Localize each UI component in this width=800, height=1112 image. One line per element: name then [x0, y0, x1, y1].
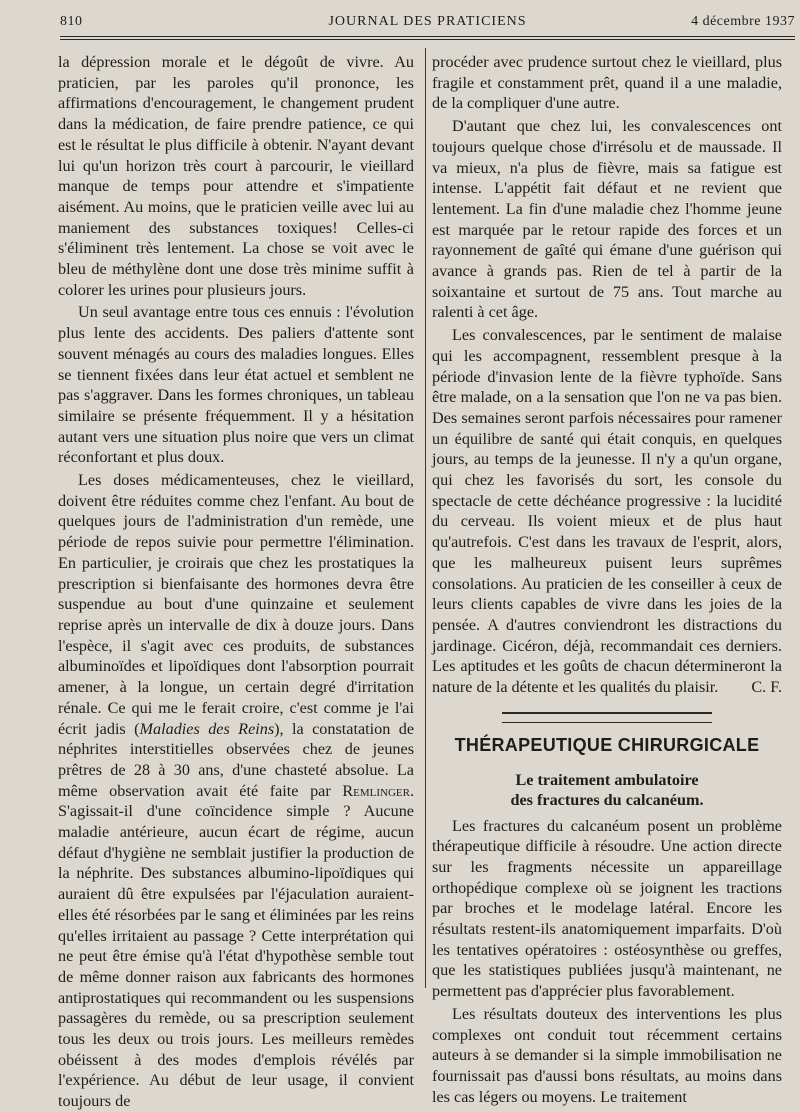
author-name: Remlinger [342, 781, 410, 800]
issue-date: 4 décembre 1937 [691, 14, 795, 29]
article-title: Le traitement ambulatoire des fractures du calcanéum. [510, 770, 704, 809]
left-column [58, 52, 414, 1112]
header-rule-secondary [60, 39, 795, 40]
paragraph: Les résultats douteux des interventions les plus complexes ont conduit tout récemment certains auteurs à se demander si la simple immobilisation ne fournissait pas d'aussi bons résultats, au moins dans les cas légers ou moyens. Le traitement [432, 1004, 782, 1106]
journal-title: JOURNAL DES PRATICIENS [328, 14, 527, 29]
paragraph: Les convalescences, par le sentiment de malaise qui les accompagnent, ressemblent presque à la période d'invasion lente de la fièvre typhoïde. Sans être malade, on a la sensation que l'on ne va pas bien. Des semaines seront parfois nécessaires pour ramener un équilibre de santé qui était conquis, en quelques jours, au temps de la jeunesse. Il n'y a qu'un organe, qui chez les favorisés du sort, les console du spectacle de cette déchéance progressive : la lucidité du cerveau. Ils voient mieux et de plus haut qu'autrefois. C'est dans les travaux de l'esprit, alors, que les malheureux puisent leurs suprêmes consolations. Au praticien de les conseiller à ceux de leurs clients capables de vivre dans les joies de la pensée. A d'autres conviendront les distractions du jardinage. Cicéron, déjà, recommandait ces derniers. Les aptitudes et les goûts de chacun détermineront la nature de la détente et les qualités du plaisir. C. F. [432, 326, 782, 697]
author-signature: C. F. [751, 678, 782, 697]
section-title: THÉRAPEUTIQUE CHIRURGICALE [454, 734, 760, 755]
paragraph: la dépression morale et le dégoût de vivre. Au praticien, par les paroles qu'il prononce, les affirmations d'encouragement, le changement prudent dans la médication, de faire prendre patience, ce qui est le résultat le plus difficile à obtenir. N'ayant devant lui qu'un horizon très court à parcourir, le vieillard manque de temps pour attendre et s'impatiente aisément. Au moins, que le praticien veille avec lui au maniement des substances toxiques! Celles-ci s'éliminent très lentement. La chose se voit avec le bleu de méthylène dont une dose très minime suffit à colorer les urines pour plusieurs jours. [58, 53, 414, 299]
page-number: 810 [60, 14, 83, 29]
page-header [60, 14, 795, 34]
right-column [432, 52, 782, 1107]
paragraph: procéder avec prudence surtout chez le vieillard, plus fragile et constamment prêt, quand il a une maladie, de la compliquer d'une autre. [432, 53, 782, 113]
paragraph: Un seul avantage entre tous ces ennuis : l'évolution plus lente des accidents. Des paliers d'attente sont souvent ménagés au cours des maladies longues. Elles se tiennent fixées dans leur état actuel et semblent ne pas s'aggraver. Dans les formes chroniques, un tableau similaire se présente fréquemment. Il y a hésitation autant vers une situation plus noire que vers un climat réconfortant et plus doux. [58, 303, 414, 467]
paragraph: Les fractures du calcanéum posent un problème thérapeutique difficile à résoudre. Une action directe sur les fragments nécessite un appareillage orthopédique complexe où se joignent les tractions par broches et le modelage latéral. Encore les résultats restent-ils anatomiquement imparfaits. D'où les tentatives opératoires : ostéosynthèse ou greffes, que les statistiques publiées jusqu'à maintenant, ne permettent pas d'apprécier plus favorablement. [432, 816, 782, 1001]
paragraph: Les doses médicamenteuses, chez le vieillard, doivent être réduites comme chez l'enfant. Au bout de quelques jours de l'administration d'un remède, une période de repos suivie pour permettre l'élimination. En particulier, je croirais que chez les prostatiques la prescription si bienfaisante des hormones devra être suspendue au bout d'une quinzaine et seulement reprise après un intervalle de dix à douze jours. Dans l'espèce, il s'agit avec ces produits, de substances albuminoïdes et lipoïdiques dont l'absorption pourrait amener, à la longue, un certain degré d'irritation rénale. Ce qui me le ferait croire, c'est comme je l'ai écrit jadis (Maladies des Reins), la constatation de néphrites interstitielles observées chez de jeunes prêtres de 28 à 30 ans, d'une chasteté absolue. La même observation avait été faite par Remlinger. S'agissait-il d'une coïncidence simple ? Aucune maladie antérieure, aucun écart de régime, aucun défaut d'hygiène ne semblait justifier la production de la néphrite. Des substances albumino-lipoïdiques qui auraient dû être expulsées par l'éjaculation auraient-elles été résorbées par le sang et éliminées par les reins qu'elles irritaient au passage ? Cette interprétation qui ne peut être émise qu'à l'état d'hypothèse semble tout de même donner raison aux fabricants des hormones antiprostatiques qui recommandent ou les suspensions passagères du remède, ou sa prescription seulement tous les deux ou trois jours. Les meilleurs remèdes obéissent à des modes d'emplois révélés par l'expérience. Au début de leur usage, il convient toujours de [58, 471, 414, 1111]
cited-work-title: Maladies des Reins [139, 719, 275, 738]
paragraph: D'autant que chez lui, les convalescences ont toujours quelque chose d'irrésolu et de maussade. Il va mieux, n'a plus de fièvre, mais sa fatigue est intense. L'appétit fait défaut et ne revient que lentement. La fin d'une maladie chez l'homme jeune est marquée par le retour rapide des forces et un rayonnement de gaîté qui émane d'une guérison qui avance à grands pas. Rien de tel à partir de la soixantaine et surtout de 75 ans. Tout marche au ralenti à cet âge. [432, 117, 782, 322]
column-separator [425, 48, 426, 988]
header-rule [60, 36, 795, 37]
section-divider [502, 712, 712, 723]
